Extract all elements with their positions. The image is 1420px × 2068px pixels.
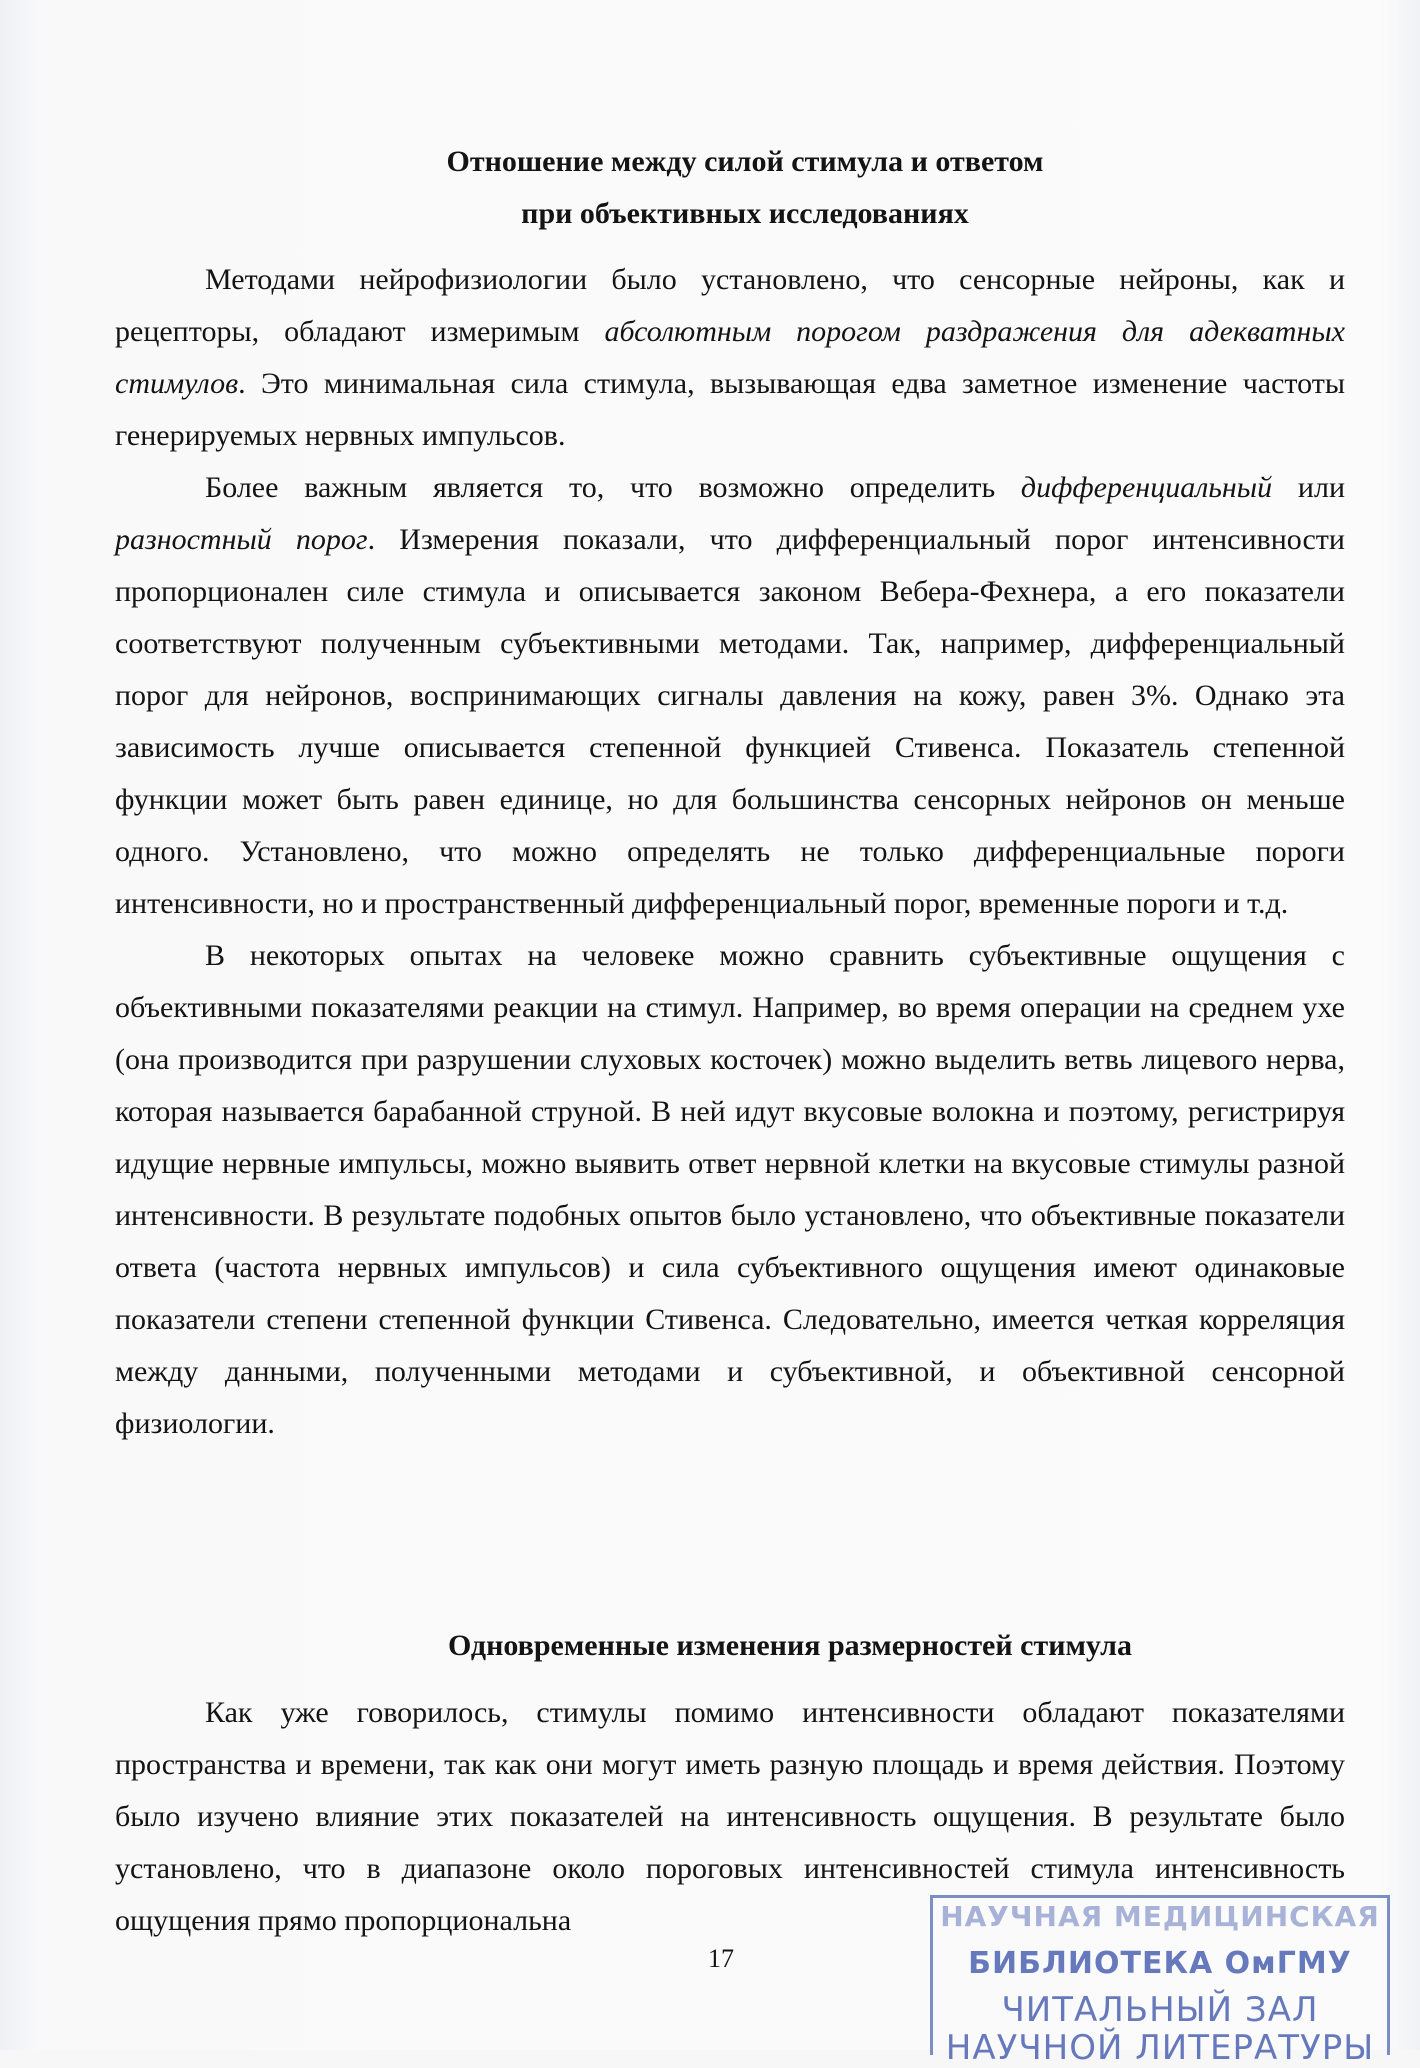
term-absolute-threshold: абсолютным порогом раздражения для адекватных стимулов (115, 315, 1345, 400)
paragraph-space-time: Как уже говорилось, стимулы помимо интенсивности обладают показателями пространства и времени, так как они могут иметь разную площадь и время действия. Поэтому было изучено влияние этих показателей на интенсивность ощущения. В результате было установлено, что в диапазоне около пороговых интенсивностей стимула интенсивность ощущения прямо пропорциональна (115, 1696, 1345, 1937)
paragraph-text: Методами нейрофизиологии было установлено, что сенсорные нейроны, как и рецепторы, обладают измеримым (115, 263, 1345, 348)
term-difference-threshold: разностный порог (115, 523, 368, 556)
stamp-line-4: НАУЧНОЙ ЛИТЕРАТУРЫ (945, 2028, 1375, 2068)
paragraph-differential-threshold (115, 462, 1345, 930)
section-title-line-2: при объективных исследованиях (521, 197, 969, 230)
library-stamp (930, 1895, 1390, 2068)
stamp-line-1: НАУЧНАЯ МЕДИЦИНСКАЯ (940, 1900, 1380, 1933)
stamp-line-3: ЧИТАЛЬНЫЙ ЗАЛ (1001, 1990, 1319, 2030)
paragraph-absolute-threshold (115, 254, 1345, 462)
paragraph-text: Более важным является то, что возможно определить (205, 471, 1021, 504)
stamp-line-2: БИБЛИОТЕКА ОмГМУ (968, 1946, 1352, 1981)
paragraph-text: . Измерения показали, что дифференциальный порог интенсивности пропорционален силе стимула и описывается законом Вебера-Фехнера, а его показатели соответствуют полученным субъективными методами. Так, например, дифференциальный порог для нейронов, воспринимающих сигналы давления на кожу, равен 3%. Однако эта зависимость лучше описывается степенной функцией Стивенса. Показатель степенной функции может быть равен единице, но для большинства сенсорных нейронов он меньше одного. Установлено, что можно определять не только дифференциальные пороги интенсивности, но и пространственный дифференциальный порог, временные пороги и т.д. (115, 523, 1345, 920)
section-title-line-1: Отношение между силой стимула и ответом (446, 145, 1044, 178)
section-title-dimensions: Одновременные изменения размерностей стимула (447, 1629, 1133, 1662)
page-number: 17 (708, 1944, 734, 1973)
section-title-stimulus-response (35, 136, 1420, 240)
paragraph-text: . Это минимальная сила стимула, вызывающая едва заметное изменение частоты генерируемых нервных импульсов. (115, 367, 1345, 452)
term-differential: дифференциальный (1020, 471, 1273, 504)
paragraph-human-experiments: В некоторых опытах на человеке можно сравнить субъективные ощущения с объективными показателями реакции на стимул. Например, во время операции на среднем ухе (она производится при разрушении слуховых косточек) можно выделить ветвь лицевого нерва, которая называется барабанной струной. В ней идут вкусовые волокна и поэтому, регистрируя идущие нервные импульсы, можно выявить ответ нервной клетки на вкусовые стимулы разной интенсивности. В результате подобных опытов было установлено, что объективные показатели ответа (частота нервных импульсов) и сила субъективного ощущения имеют одинаковые показатели степени степенной функции Стивенса. Следовательно, имеется четкая корреляция между данными, полученными методами и субъективной, и объективной сенсорной физиологии. (115, 939, 1345, 1440)
paragraph-text: или (1272, 471, 1345, 504)
section-body-stimulus-response (115, 254, 1345, 1450)
